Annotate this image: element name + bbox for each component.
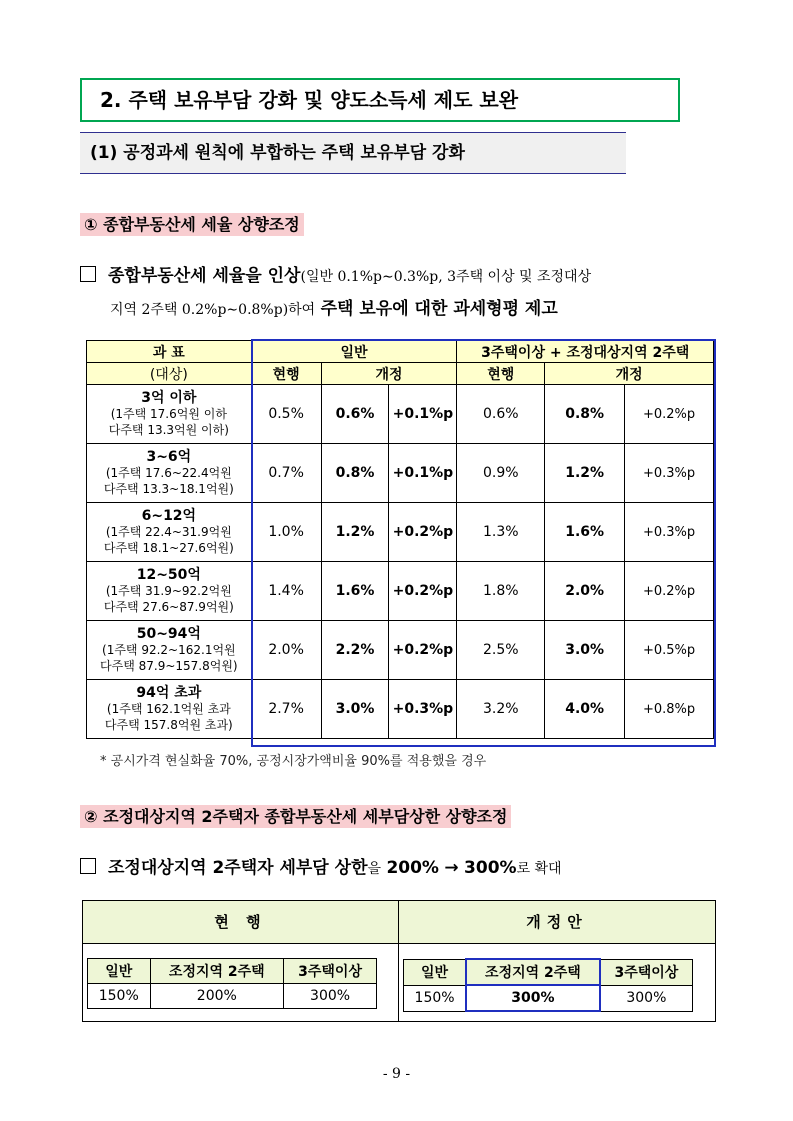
table-row [87, 503, 714, 562]
revised-three-plus-value: 300% [600, 985, 693, 1011]
general-revised: 2.2% [321, 621, 389, 680]
general-diff: +0.1%p [389, 444, 457, 503]
multi-revised: 1.6% [545, 503, 625, 562]
bracket-cell: 3~6억 (1주택 17.6~22.4억원 다주택 13.3~18.1억원) [87, 444, 252, 503]
current-panel-title: 현 행 [83, 901, 398, 944]
general-diff: +0.2%p [389, 562, 457, 621]
col-three-plus: 3주택이상 [600, 959, 693, 985]
multi-revised: 0.8% [545, 385, 625, 444]
table-row [87, 385, 714, 444]
header-general-revised: 개정 [321, 363, 457, 385]
bullet-light-1: (일반 0.1%p∼0.3%p, 3주택 이상 및 조정대상 [300, 269, 592, 285]
general-current: 1.0% [251, 503, 321, 562]
tax-cap-comparison [82, 900, 716, 1022]
multi-diff: +0.8%p [625, 680, 714, 739]
table-footnote: * 공시가격 현실화율 70%, 공정시장가액비율 90%를 적용했을 경우 [100, 754, 487, 769]
page-number: - 9 - [382, 1066, 411, 1082]
item1-bullet [80, 260, 720, 326]
multi-diff: +0.3%p [625, 444, 714, 503]
multi-current: 2.5% [457, 621, 545, 680]
revised-adjusted-two-value: 300% [466, 985, 600, 1011]
header-general-current: 현행 [251, 363, 321, 385]
general-revised: 0.6% [321, 385, 389, 444]
header-bracket: 과 표 [87, 341, 252, 363]
col-adjusted-two: 조정지역 2주택 [466, 959, 600, 985]
bracket-cell: 6~12억 (1주택 22.4~31.9억원 다주택 18.1~27.6억원) [87, 503, 252, 562]
item2-heading [80, 806, 511, 828]
multi-revised: 4.0% [545, 680, 625, 739]
multi-diff: +0.2%p [625, 385, 714, 444]
arrow-right-icon: → [444, 858, 459, 878]
table-row [87, 680, 714, 739]
general-diff: +0.2%p [389, 503, 457, 562]
header-multi-current: 현행 [457, 363, 545, 385]
col-adjusted-two: 조정지역 2주택 [150, 959, 284, 984]
multi-revised: 1.2% [545, 444, 625, 503]
cap-from: 200% [386, 858, 439, 878]
multi-diff: +0.3%p [625, 503, 714, 562]
header-target: (대상) [87, 363, 252, 385]
general-current: 0.7% [251, 444, 321, 503]
header-multi-revised: 개정 [545, 363, 714, 385]
revised-cap-table [403, 958, 693, 1012]
revised-panel [399, 901, 715, 1021]
bullet-end: 로 확대 [516, 861, 562, 877]
checkbox-square-icon [80, 266, 96, 282]
header-general: 일반 [251, 341, 457, 363]
general-diff: +0.3%p [389, 680, 457, 739]
current-cap-table [87, 958, 377, 1009]
section-title: 2. 주택 보유부담 강화 및 양도소득세 제도 보완 [80, 78, 680, 122]
general-revised: 1.6% [321, 562, 389, 621]
general-diff: +0.1%p [389, 385, 457, 444]
col-three-plus: 3주택이상 [284, 959, 377, 984]
bullet-particle: 을 [367, 861, 382, 877]
current-panel [83, 901, 399, 1021]
tax-rate-table [86, 340, 714, 739]
header-multi: 3주택이상 + 조정대상지역 2주택 [457, 341, 714, 363]
table-row [87, 562, 714, 621]
table-row [87, 621, 714, 680]
multi-current: 0.6% [457, 385, 545, 444]
general-revised: 0.8% [321, 444, 389, 503]
multi-current: 3.2% [457, 680, 545, 739]
bullet-bold-2: 주택 보유에 대한 과세형평 제고 [320, 299, 558, 319]
multi-revised: 2.0% [545, 562, 625, 621]
multi-diff: +0.2%p [625, 562, 714, 621]
general-current: 1.4% [251, 562, 321, 621]
bracket-cell: 50~94억 (1주택 92.2~162.1억원 다주택 87.9~157.8억원) [87, 621, 252, 680]
bullet-bold: 조정대상지역 2주택자 세부담 상한 [108, 858, 368, 878]
multi-current: 1.8% [457, 562, 545, 621]
bullet-bold-1: 종합부동산세 세율을 인상 [108, 266, 301, 286]
item1-heading [80, 214, 304, 236]
checkbox-square-icon [80, 858, 96, 874]
general-current: 2.7% [251, 680, 321, 739]
general-revised: 1.2% [321, 503, 389, 562]
revised-general-value: 150% [404, 985, 467, 1011]
bracket-cell: 94억 초과 (1주택 162.1억원 초과 다주택 157.8억원 초과) [87, 680, 252, 739]
item2-heading-text: ② 조정대상지역 2주택자 종합부동산세 세부담상한 상향조정 [80, 805, 511, 828]
cap-to: 300% [464, 858, 517, 878]
revised-panel-title: 개정안 [399, 901, 715, 944]
multi-revised: 3.0% [545, 621, 625, 680]
bracket-cell: 3억 이하 (1주택 17.6억원 이하 다주택 13.3억원 이하) [87, 385, 252, 444]
general-current: 2.0% [251, 621, 321, 680]
bullet-light-2: 지역 2주택 0.2%p∼0.8%p)하여 [110, 302, 316, 318]
item2-bullet [80, 852, 720, 885]
table-row [87, 444, 714, 503]
multi-current: 1.3% [457, 503, 545, 562]
current-adjusted-two-value: 200% [150, 984, 284, 1009]
general-revised: 3.0% [321, 680, 389, 739]
multi-current: 0.9% [457, 444, 545, 503]
bracket-cell: 12~50억 (1주택 31.9~92.2억원 다주택 27.6~87.9억원) [87, 562, 252, 621]
item1-heading-text: ① 종합부동산세 세율 상향조정 [80, 213, 304, 236]
col-general: 일반 [88, 959, 151, 984]
col-general: 일반 [404, 959, 467, 985]
multi-diff: +0.5%p [625, 621, 714, 680]
general-current: 0.5% [251, 385, 321, 444]
subsection-title: (1) 공정과세 원칙에 부합하는 주택 보유부담 강화 [80, 132, 626, 174]
current-general-value: 150% [88, 984, 151, 1009]
current-three-plus-value: 300% [284, 984, 377, 1009]
general-diff: +0.2%p [389, 621, 457, 680]
